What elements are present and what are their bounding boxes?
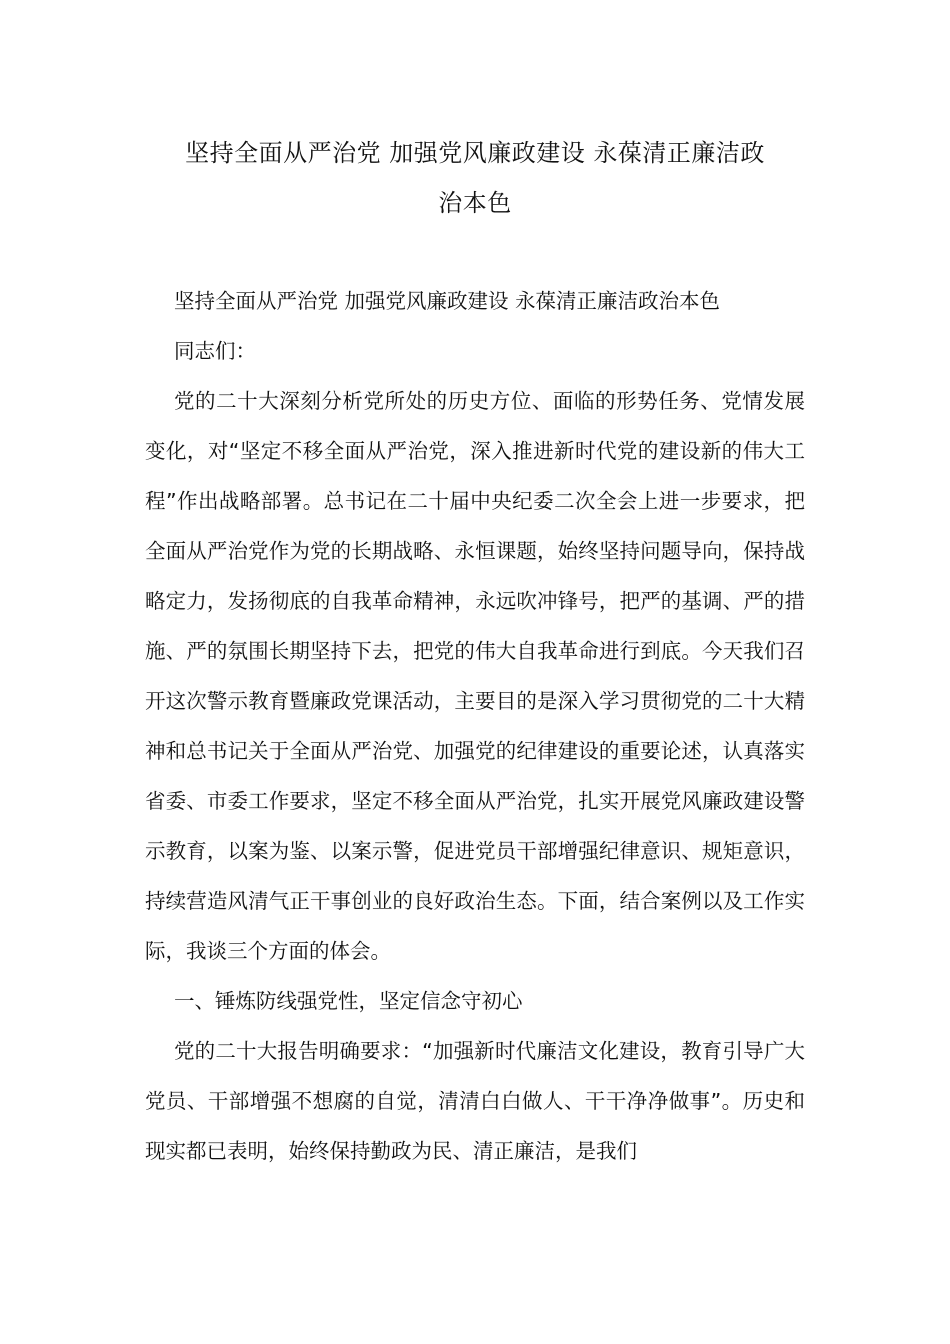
document-title — [145, 128, 805, 228]
document-body — [145, 276, 805, 1176]
title-line-2: 治本色 — [438, 189, 512, 217]
body-paragraph-1: 党的二十大深刻分析党所处的历史方位、面临的形势任务、党情发展变化，对“坚定不移全面从严治党，深入推进新时代党的建设新的伟大工程”作出战略部署。总书记在二十届中央纪委二次全会上进一步要求，把全面从严治党作为党的长期战略、永恒课题，始终坚持问题导向，保持战略定力，发扬彻底的自我革命精神，永远吹冲锋号，把严的基调、严的措施、严的氛围长期坚持下去，把党的伟大自我革命进行到底。今天我们召开这次警示教育暨廉政党课活动，主要目的是深入学习贯彻党的二十大精神和总书记关于全面从严治党、加强党的纪律建设的重要论述，认真落实省委、市委工作要求，坚定不移全面从严治党，扎实开展党风廉政建设警示教育，以案为鉴、以案示警，促进党员干部增强纪律意识、规矩意识，持续营造风清气正干事创业的良好政治生态。下面，结合案例以及工作实际，我谈三个方面的体会。 — [145, 389, 805, 963]
title-line-1: 坚持全面从严治党 加强党风廉政建设 永葆清正廉洁政 — [185, 139, 765, 167]
body-paragraph-2: 党的二十大报告明确要求：“加强新时代廉洁文化建设，教育引导广大党员、干部增强不想腐的自觉，清清白白做人、干干净净做事”。历史和现实都已表明，始终保持勤政为民、清正廉洁，是我们 — [145, 1039, 805, 1163]
subtitle-paragraph: 坚持全面从严治党 加强党风廉政建设 永葆清正廉洁政治本色 — [174, 289, 721, 313]
salutation-paragraph: 同志们： — [174, 339, 256, 363]
section-heading-1: 一、锤炼防线强党性，坚定信念守初心 — [174, 989, 523, 1013]
